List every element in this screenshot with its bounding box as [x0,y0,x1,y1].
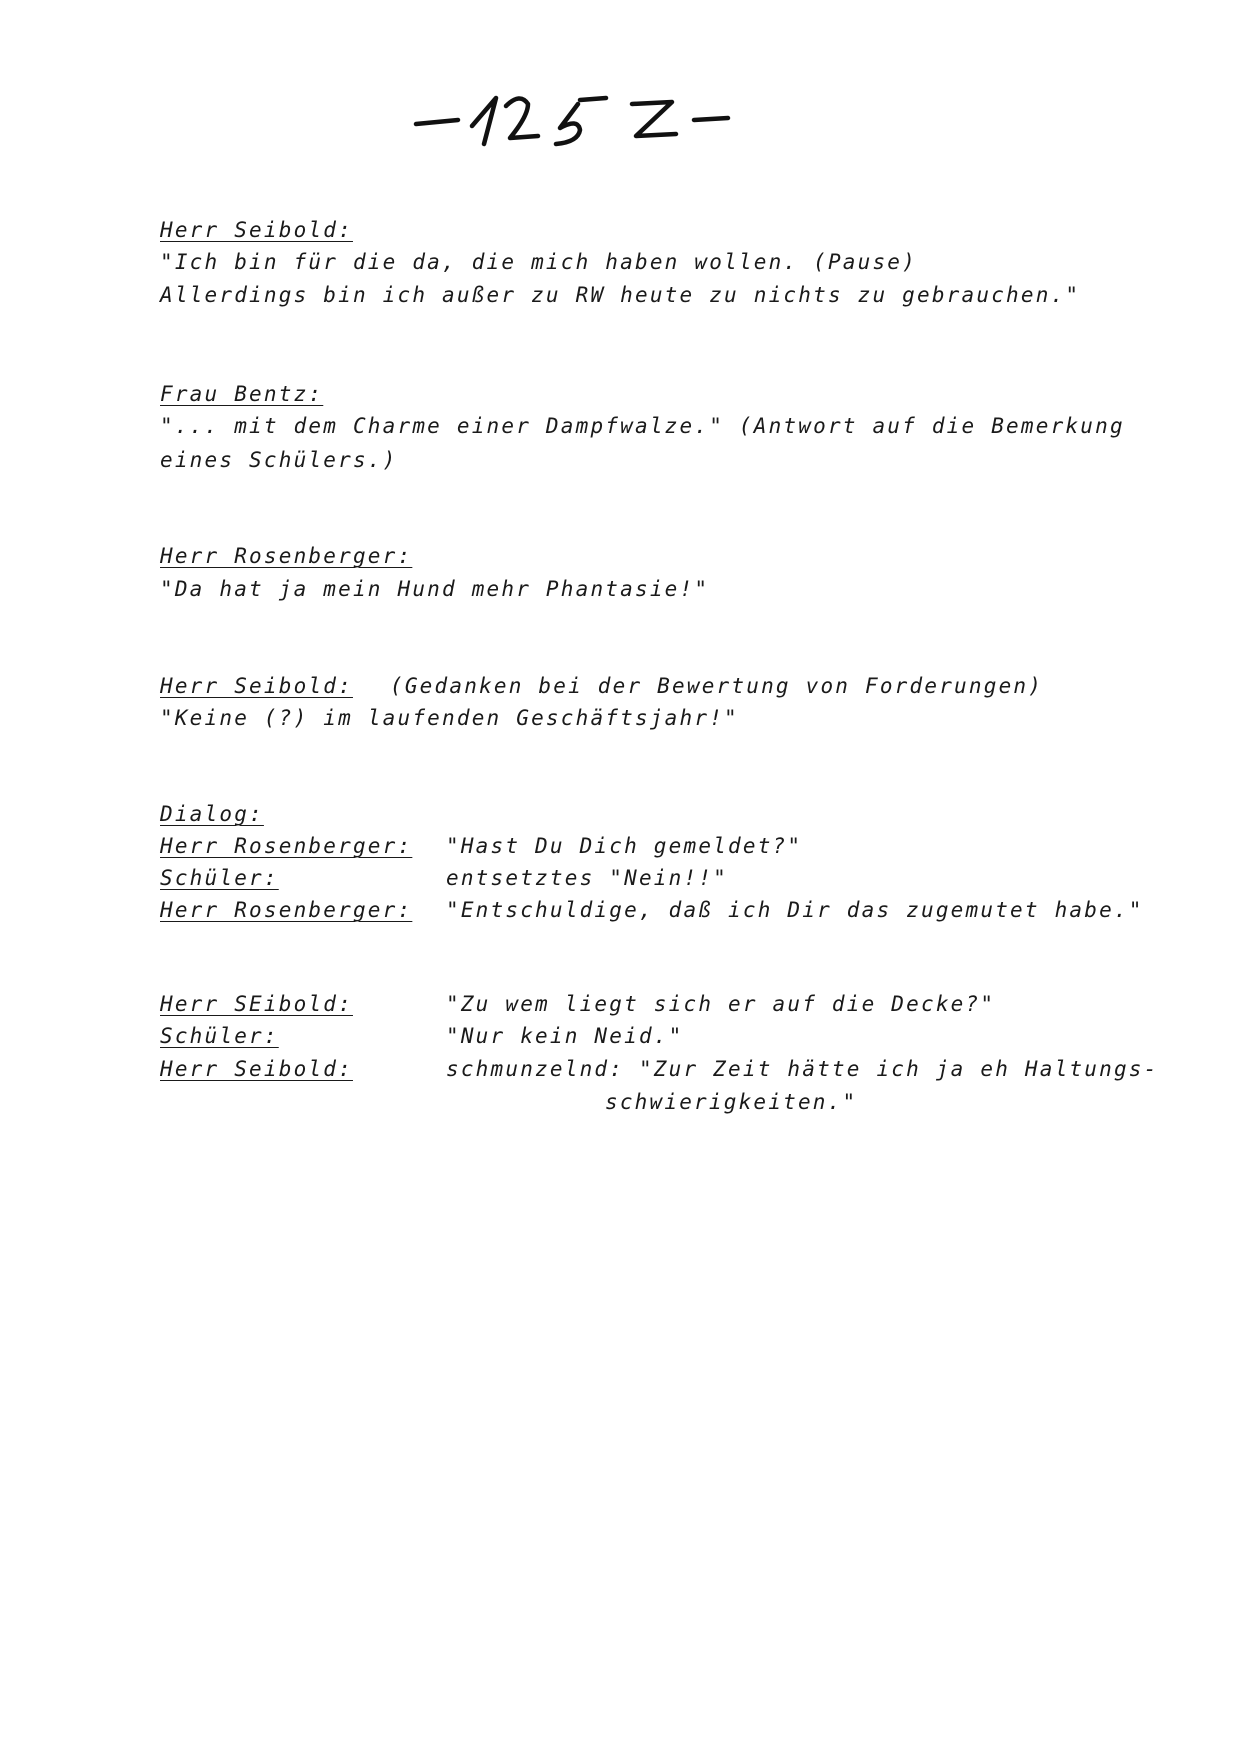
quote-line: eines Schülers.) [160,448,398,472]
dialog-speaker: Herr Rosenberger: [160,834,413,858]
dialog-line: "Entschuldige, daß ich Dir das zugemutet habe." [446,898,1144,922]
dialog-line: "Zu wem liegt sich er auf die Decke?" [446,992,996,1016]
dialog-speaker: Herr SEibold: [160,992,353,1016]
speaker-label: Frau Bentz: [160,382,324,406]
quote-line: "... mit dem Charme einer Dampfwalze." (Antwort auf die Bemerkung [160,414,1125,438]
page-number [410,82,790,162]
dialog-line: schmunzelnd: "Zur Zeit hätte ich ja eh Haltungs- [446,1057,1159,1081]
quote-line: "Keine (?) im laufenden Geschäftsjahr!" [160,706,739,730]
speaker-label: Herr Seibold: [160,674,353,698]
dialog-line: "Nur kein Neid." [446,1024,684,1048]
dialog-speaker: Schüler: [160,1024,279,1048]
dialog-speaker: Herr Seibold: [160,1057,353,1081]
quote-line: "Da hat ja mein Hund mehr Phantasie!" [160,577,710,601]
dialog-speaker: Herr Rosenberger: [160,898,413,922]
dialog-line: "Hast Du Dich gemeldet?" [446,834,803,858]
dialog-line: entsetztes "Nein!!" [446,866,729,890]
speaker-label: Herr Rosenberger: [160,544,413,568]
dialog-line-continuation: schwierigkeiten." [605,1090,858,1114]
speaker-label: Herr Seibold: [160,218,353,242]
dialog-speaker: Schüler: [160,866,279,890]
quote-line: Allerdings bin ich außer zu RW heute zu nichts zu gebrauchen." [160,283,1081,307]
dialog-heading: Dialog: [160,802,264,826]
quote-line: "Ich bin für die da, die mich haben wollen. (Pause) [160,250,917,274]
handwritten-page-number-icon [410,82,790,162]
context-note: (Gedanken bei der Bewertung von Forderungen) [390,674,1044,698]
